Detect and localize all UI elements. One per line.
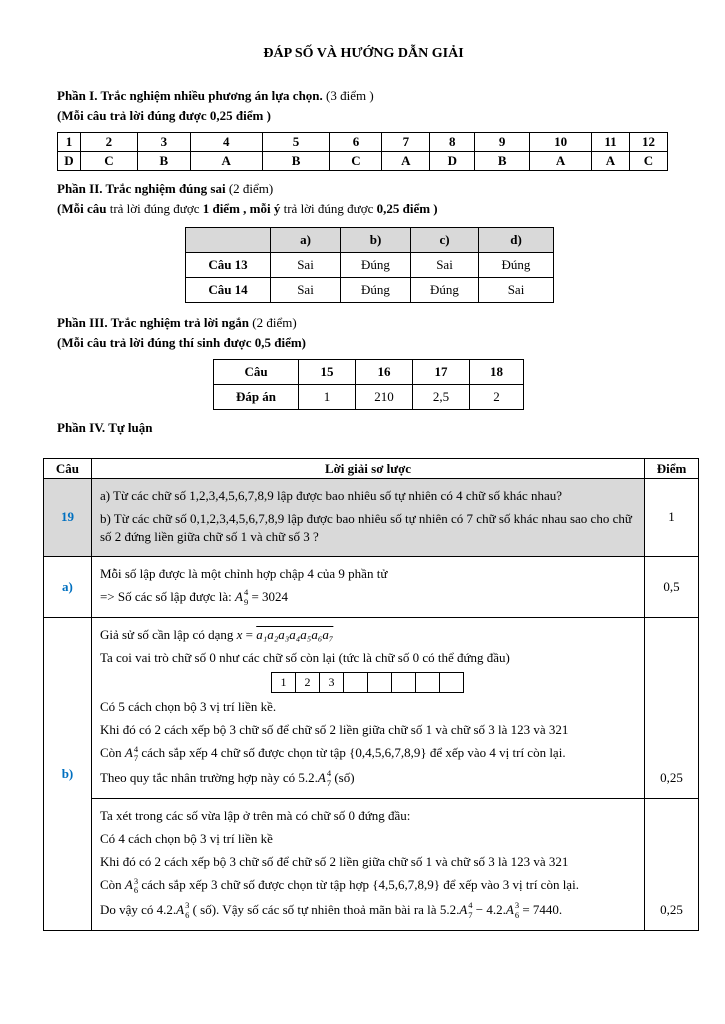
row-label-cell: Đáp án bbox=[214, 385, 299, 410]
question-14-row bbox=[186, 278, 554, 303]
answer-letter-cell: A bbox=[382, 152, 430, 171]
position-cell bbox=[367, 672, 391, 692]
option-header-cell: a) bbox=[271, 228, 341, 253]
subscript: 7 bbox=[468, 910, 473, 921]
part2-heading-text: Phần II. Trắc nghiệm đúng sai bbox=[57, 181, 226, 196]
solution-line bbox=[100, 901, 638, 921]
subscript: 7 bbox=[133, 753, 139, 764]
page-title: ĐÁP SỐ VÀ HƯỚNG DẪN GIẢI bbox=[263, 46, 464, 61]
solution-b-row-1 bbox=[44, 617, 699, 798]
question-number-cell: 3 bbox=[137, 133, 190, 152]
position-cell bbox=[439, 672, 463, 692]
solution-line: Ta xét trong các số vừa lập ở trên mà có chữ số 0 đứng đầu: bbox=[99, 807, 411, 823]
essay-header-row bbox=[44, 459, 699, 479]
permutation-symbol: A 4 7 bbox=[459, 900, 473, 921]
answer-value-cell: 2 bbox=[470, 385, 524, 410]
score-cell: 0,25 bbox=[645, 798, 699, 930]
row-label-cell: Câu bbox=[214, 360, 299, 385]
option-header-cell: d) bbox=[479, 228, 554, 253]
empty-header-cell bbox=[186, 228, 271, 253]
text-fragment: Còn bbox=[99, 745, 125, 761]
question-number-cell: 16 bbox=[356, 360, 413, 385]
subscript: 6 bbox=[514, 910, 520, 921]
text-fragment: Giả sử số cần lập có dạng bbox=[99, 626, 237, 642]
permutation-symbol: A 3 6 bbox=[176, 900, 190, 921]
solution-line: Có 5 cách chọn bộ 3 vị trí liền kề. bbox=[99, 698, 277, 714]
text-fragment: = 7440. bbox=[519, 902, 563, 918]
true-false-cell: Đúng bbox=[479, 253, 554, 278]
sub-question-label-cell: b) bbox=[44, 617, 92, 930]
question-number-row bbox=[214, 360, 524, 385]
part1-heading-text: Phần I. Trắc nghiệm nhiều phương án lựa chọn. bbox=[57, 88, 323, 103]
score-cell: 0,25 bbox=[645, 617, 699, 798]
superscript: 3 bbox=[133, 875, 139, 886]
answer-letter-cell: B bbox=[137, 152, 190, 171]
position-cell: 3 bbox=[319, 672, 343, 692]
solution-b-row-2 bbox=[44, 798, 699, 930]
text-fragment: = 3024 bbox=[248, 588, 289, 604]
question-number-cell: 12 bbox=[629, 133, 667, 152]
superscript: 4 bbox=[326, 768, 332, 779]
answer-value-cell: 210 bbox=[356, 385, 413, 410]
note-regular: trả lời đúng được bbox=[280, 201, 377, 216]
header-diem: Điểm bbox=[645, 459, 699, 479]
answer-letter-cell: B bbox=[262, 152, 330, 171]
answer-letter-cell: A bbox=[592, 152, 630, 171]
part3-short-answer-table bbox=[213, 359, 524, 410]
solution-line bbox=[100, 744, 638, 764]
question-number-cell: 5 bbox=[262, 133, 330, 152]
superscript: 4 bbox=[468, 900, 473, 911]
answer-letter-cell: D bbox=[430, 152, 475, 171]
question-label-cell: Câu 13 bbox=[186, 253, 271, 278]
permutation-symbol: A 4 7 bbox=[124, 743, 139, 764]
solution-line: Mỗi số lập được là một chỉnh hợp chập 4 của 9 phần tử bbox=[99, 565, 388, 581]
overline-number: a₁a₂a₃a₄a₅a₆a₇ bbox=[256, 626, 334, 642]
answer-letter-cell: D bbox=[58, 152, 81, 171]
solution-line bbox=[100, 876, 638, 896]
option-header-cell: c) bbox=[411, 228, 479, 253]
part4-essay-table bbox=[43, 458, 699, 931]
text-fragment: Theo quy tắc nhân trường hợp này có 5.2. bbox=[99, 770, 318, 786]
variable-x: x bbox=[236, 626, 243, 642]
part2-heading bbox=[57, 181, 670, 197]
solution-cell bbox=[91, 798, 644, 930]
part3-note: (Mỗi câu trả lời đúng thí sinh được 0,5 điểm) bbox=[57, 335, 306, 350]
option-header-row bbox=[186, 228, 554, 253]
solution-line bbox=[100, 626, 638, 644]
part3-heading-text: Phần III. Trắc nghiệm trả lời ngắn bbox=[57, 315, 249, 330]
question-number-cell: 10 bbox=[530, 133, 592, 152]
question-number-cell: 8 bbox=[430, 133, 475, 152]
permutation-symbol: A 4 9 bbox=[235, 587, 249, 607]
solution-cell bbox=[91, 617, 644, 798]
answer-letter-cell: C bbox=[330, 152, 382, 171]
superscript: 3 bbox=[514, 900, 520, 911]
true-false-cell: Đúng bbox=[341, 253, 411, 278]
subscript: 6 bbox=[133, 885, 139, 896]
true-false-cell: Đúng bbox=[341, 278, 411, 303]
superscript: 3 bbox=[185, 900, 190, 911]
true-false-cell: Sai bbox=[271, 278, 341, 303]
part4-heading: Phần IV. Tự luận bbox=[57, 420, 153, 435]
part3-heading bbox=[57, 315, 670, 331]
question-number-cell: 15 bbox=[299, 360, 356, 385]
question-number-cell: 4 bbox=[190, 133, 262, 152]
answer-letter-row bbox=[58, 152, 668, 171]
score-cell: 0,5 bbox=[645, 556, 699, 617]
superscript: 4 bbox=[133, 743, 139, 754]
answer-letter-cell: A bbox=[190, 152, 262, 171]
note-bold: 1 điểm , mỗi ý bbox=[202, 201, 281, 216]
position-cell bbox=[343, 672, 367, 692]
part2-heading-points: (2 điểm) bbox=[225, 181, 274, 196]
solution-a-row bbox=[44, 556, 699, 617]
subscript: 6 bbox=[185, 910, 190, 921]
solution-cell bbox=[91, 556, 644, 617]
part1-heading bbox=[57, 88, 670, 104]
solution-line bbox=[100, 769, 638, 789]
text-fragment: ( số). Vậy số các số tự nhiên thoả mãn bài ra là 5.2. bbox=[189, 902, 460, 918]
position-cell bbox=[391, 672, 415, 692]
position-row bbox=[271, 672, 463, 692]
question-number-cell: 2 bbox=[80, 133, 137, 152]
option-header-cell: b) bbox=[341, 228, 411, 253]
text-fragment: Còn bbox=[99, 877, 125, 893]
text-fragment: = bbox=[242, 626, 257, 642]
true-false-cell: Đúng bbox=[411, 278, 479, 303]
statement-line: b) Từ các chữ số 0,1,2,3,4,5,6,7,8,9 lập được bao nhiêu số tự nhiên có 7 chữ số khác nhau sao cho chữ số 2 đứng liền giữa chữ số 1 và chữ số 3 ? bbox=[99, 511, 632, 545]
true-false-cell: Sai bbox=[411, 253, 479, 278]
true-false-cell: Sai bbox=[271, 253, 341, 278]
score-cell: 1 bbox=[645, 479, 699, 557]
answer-value-cell: 2,5 bbox=[413, 385, 470, 410]
part3-heading-points: (2 điểm) bbox=[249, 315, 297, 330]
text-fragment: cách sắp xếp 3 chữ số được chọn từ tập hợp {4,5,6,7,8,9} để xếp vào 3 vị trí còn lại. bbox=[138, 877, 579, 893]
part1-note: (Mỗi câu trả lời đúng được 0,25 điểm ) bbox=[57, 108, 271, 123]
question-number-cell: 6 bbox=[330, 133, 382, 152]
question-number-cell: 1 bbox=[58, 133, 81, 152]
solution-line: Khi đó có 2 cách xếp bộ 3 chữ số để chữ số 2 liền giữa chữ số 1 và chữ số 3 là 123 và 321 bbox=[99, 854, 569, 870]
permutation-symbol: A 3 6 bbox=[124, 875, 139, 896]
question-number-cell: 19 bbox=[44, 479, 92, 557]
true-false-cell: Sai bbox=[479, 278, 554, 303]
text-fragment: − 4.2. bbox=[472, 902, 506, 918]
question-number-cell: 7 bbox=[382, 133, 430, 152]
text-fragment: Do vậy có 4.2. bbox=[99, 902, 177, 918]
header-loigiai: Lời giải sơ lược bbox=[91, 459, 644, 479]
question-number-row bbox=[58, 133, 668, 152]
question-19-row bbox=[44, 479, 699, 557]
subscript: 9 bbox=[243, 596, 249, 607]
position-cell: 1 bbox=[271, 672, 295, 692]
answer-letter-cell: C bbox=[629, 152, 667, 171]
part2-note bbox=[57, 201, 670, 217]
question-13-row bbox=[186, 253, 554, 278]
text-fragment: => Số các số lập được là: bbox=[99, 588, 236, 604]
position-cell: 2 bbox=[295, 672, 319, 692]
mini-position-table bbox=[271, 672, 464, 693]
question-number-cell: 9 bbox=[475, 133, 530, 152]
sub-question-label-cell: a) bbox=[44, 556, 92, 617]
answer-value-cell: 1 bbox=[299, 385, 356, 410]
answer-letter-cell: B bbox=[475, 152, 530, 171]
solution-line: Ta coi vai trò chữ số 0 như các chữ số còn lại (tức là chữ số 0 có thể đứng đầu) bbox=[99, 649, 510, 665]
superscript: 4 bbox=[243, 587, 249, 597]
answer-letter-cell: A bbox=[530, 152, 592, 171]
solution-line bbox=[100, 588, 638, 608]
question-label-cell: Câu 14 bbox=[186, 278, 271, 303]
question-number-cell: 18 bbox=[470, 360, 524, 385]
part1-heading-points: (3 điểm ) bbox=[322, 88, 374, 103]
part1-answer-table bbox=[57, 132, 668, 171]
note-bold: (Mỗi câu bbox=[57, 201, 107, 216]
part2-true-false-table bbox=[185, 227, 554, 303]
position-cell bbox=[415, 672, 439, 692]
answer-value-row bbox=[214, 385, 524, 410]
solution-line: Có 4 cách chọn bộ 3 vị trí liền kề bbox=[99, 831, 273, 847]
note-regular: trả lời đúng được bbox=[106, 201, 203, 216]
question-statement-cell bbox=[91, 479, 644, 557]
text-fragment: cách sắp xếp 4 chữ số được chọn từ tập {0,4,5,6,7,8,9} để xếp vào 4 vị trí còn lại. bbox=[138, 745, 566, 761]
subscript: 7 bbox=[326, 778, 332, 789]
permutation-symbol: A 3 6 bbox=[505, 900, 520, 921]
note-bold: 0,25 điểm ) bbox=[376, 201, 438, 216]
answer-letter-cell: C bbox=[80, 152, 137, 171]
permutation-symbol: A 4 7 bbox=[317, 768, 332, 789]
header-cau: Câu bbox=[44, 459, 92, 479]
statement-line: a) Từ các chữ số 1,2,3,4,5,6,7,8,9 lập được bao nhiêu số tự nhiên có 4 chữ số khác nhau? bbox=[99, 488, 563, 503]
text-fragment: (số) bbox=[331, 770, 355, 786]
question-number-cell: 17 bbox=[413, 360, 470, 385]
solution-line: Khi đó có 2 cách xếp bộ 3 chữ số để chữ số 2 liền giữa chữ số 1 và chữ số 3 là 123 và 321 bbox=[99, 722, 569, 738]
question-number-cell: 11 bbox=[592, 133, 630, 152]
